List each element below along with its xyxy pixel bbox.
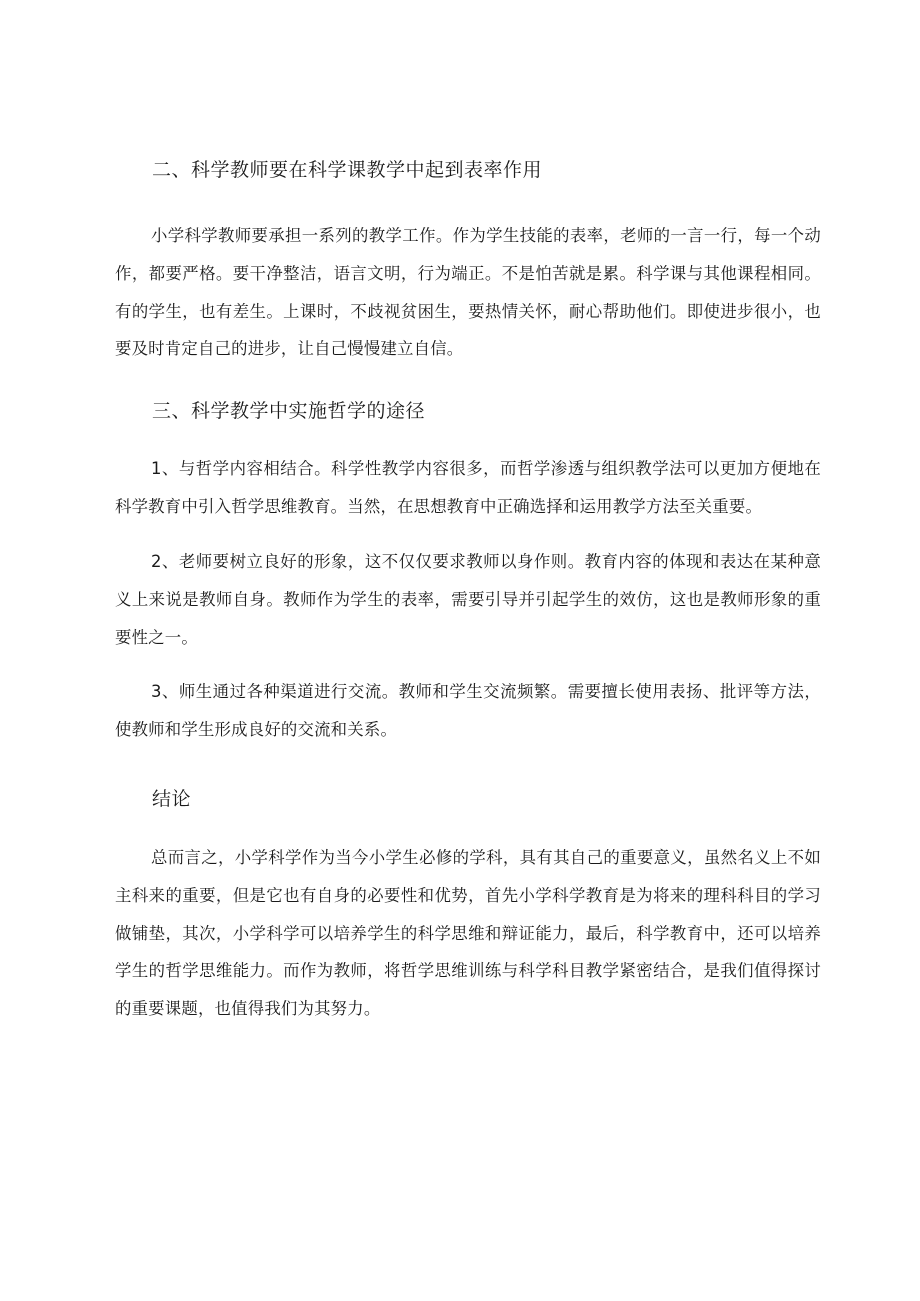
section-3-heading: 三、科学教学中实施哲学的途径 bbox=[152, 400, 426, 422]
section-3-item-1: 1、与哲学内容相结合。科学性教学内容很多，而哲学渗透与组织教学法可以更加方便地在科学教育中引入哲学思维教育。当然，在思想教育中正确选择和运用教学方法至关重要。 bbox=[115, 459, 821, 516]
conclusion-paragraph: 总而言之，小学科学作为当今小学生必修的学科，具有其自己的重要意义，虽然名义上不如主科来的重要，但是它也有自身的必要性和优势，首先小学科学教育是为将来的理科科目的学习做铺垫，其次，小学科学可以培养学生的科学思维和辩证能力，最后，科学教育中，还可以培养学生的哲学思维能力。而作为教师，将哲学思维训练与科学科目教学紧密结合，是我们值得探讨的重要课题，也值得我们为其努力。 bbox=[115, 848, 821, 1019]
conclusion-heading: 结论 bbox=[152, 788, 192, 810]
section-3-item-3: 3、师生通过各种渠道进行交流。教师和学生交流频繁。需要擅长使用表扬、批评等方法，使教师和学生形成良好的交流和关系。 bbox=[115, 682, 821, 739]
section-2-heading: 二、科学教师要在科学课教学中起到表率作用 bbox=[152, 159, 543, 181]
section-3-item-2: 2、老师要树立良好的形象，这不仅仅要求教师以身作则。教育内容的体现和表达在某种意义上来说是教师自身。教师作为学生的表率，需要引导并引起学生的效仿，这也是教师形象的重要性之一。 bbox=[115, 552, 821, 647]
section-2-paragraph: 小学科学教师要承担一系列的教学工作。作为学生技能的表率，老师的一言一行，每一个动作，都要严格。要干净整洁，语言文明，行为端正。不是怕苦就是累。科学课与其他课程相同。有的学生，也有差生。上课时，不歧视贫困生，要热情关怀，耐心帮助他们。即使进步很小，也要及时肯定自己的进步，让自己慢慢建立自信。 bbox=[115, 226, 821, 359]
